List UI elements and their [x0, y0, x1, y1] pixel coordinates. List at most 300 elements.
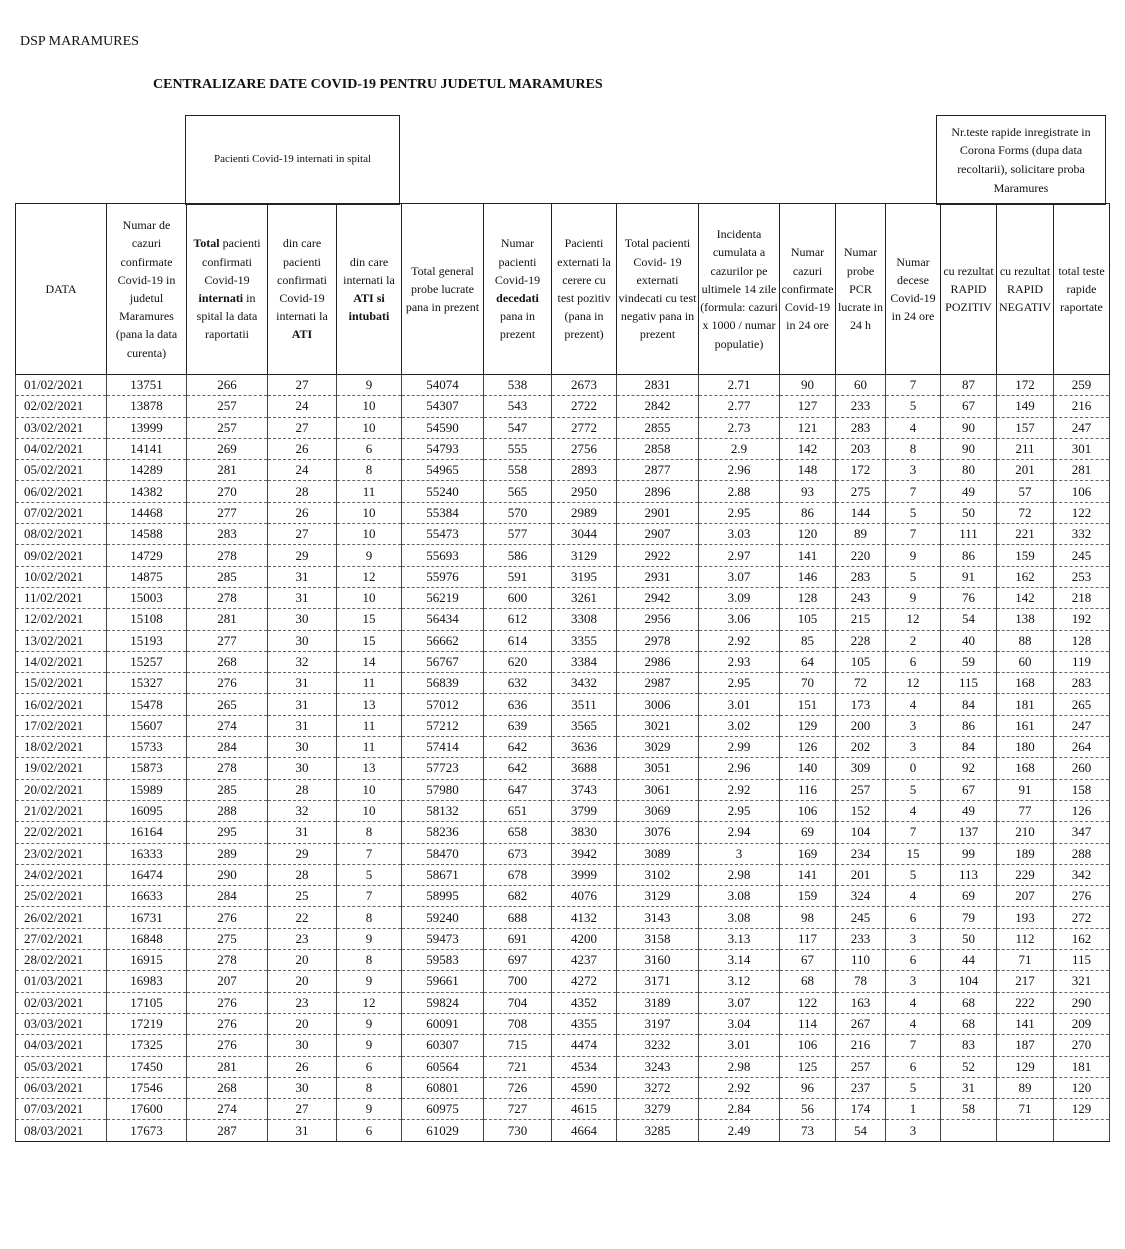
table-cell: 2907: [617, 524, 699, 545]
table-cell: 31: [268, 673, 337, 694]
table-cell: 16915: [107, 950, 187, 971]
table-cell: 3.07: [699, 566, 780, 587]
table-cell: 721: [484, 1056, 552, 1077]
cell-date: 14/02/2021: [16, 651, 107, 672]
table-cell: 8: [337, 1077, 402, 1098]
table-cell: 31: [268, 1120, 337, 1141]
table-cell: 281: [187, 460, 268, 481]
table-cell: 60: [997, 651, 1054, 672]
table-cell: 283: [1054, 673, 1110, 694]
table-cell: 157: [997, 417, 1054, 438]
table-cell: 17450: [107, 1056, 187, 1077]
table-cell: 104: [941, 971, 997, 992]
table-cell: 57980: [402, 779, 484, 800]
table-cell: 3076: [617, 822, 699, 843]
table-row: [16, 673, 1110, 694]
table-cell: 9: [337, 971, 402, 992]
table-cell: 309: [836, 758, 886, 779]
table-cell: 3.12: [699, 971, 780, 992]
table-cell: 96: [780, 1077, 836, 1098]
table-cell: 11: [337, 673, 402, 694]
table-cell: 691: [484, 928, 552, 949]
table-cell: 12: [886, 673, 941, 694]
table-cell: 3: [699, 843, 780, 864]
table-cell: 3.01: [699, 1035, 780, 1056]
table-cell: 31: [268, 566, 337, 587]
table-cell: 79: [941, 907, 997, 928]
table-row: [16, 396, 1110, 417]
table-cell: 257: [836, 1056, 886, 1077]
table-cell: 3384: [552, 651, 617, 672]
table-cell: 2.73: [699, 417, 780, 438]
cell-date: 05/02/2021: [16, 460, 107, 481]
table-cell: 632: [484, 673, 552, 694]
table-cell: 7: [886, 524, 941, 545]
cell-date: 06/03/2021: [16, 1077, 107, 1098]
table-cell: 54074: [402, 375, 484, 396]
table-cell: 73: [780, 1120, 836, 1141]
table-cell: 10: [337, 524, 402, 545]
table-cell: 2978: [617, 630, 699, 651]
table-cell: 2722: [552, 396, 617, 417]
table-cell: 54307: [402, 396, 484, 417]
table-cell: 9: [337, 928, 402, 949]
table-cell: 111: [941, 524, 997, 545]
table-cell: 20: [268, 971, 337, 992]
table-cell: 4615: [552, 1099, 617, 1120]
table-cell: 121: [780, 417, 836, 438]
table-cell: 2.71: [699, 375, 780, 396]
table-cell: 2.84: [699, 1099, 780, 1120]
table-cell: 9: [337, 1013, 402, 1034]
table-cell: 3195: [552, 566, 617, 587]
table-cell: 673: [484, 843, 552, 864]
table-cell: 5: [886, 864, 941, 885]
cell-date: 08/02/2021: [16, 524, 107, 545]
table-cell: [941, 1120, 997, 1141]
table-cell: 129: [997, 1056, 1054, 1077]
table-cell: 260: [1054, 758, 1110, 779]
table-cell: 215: [836, 609, 886, 630]
table-cell: 3089: [617, 843, 699, 864]
table-cell: 172: [836, 460, 886, 481]
table-cell: 86: [780, 502, 836, 523]
table-cell: 2.95: [699, 673, 780, 694]
table-cell: 3.08: [699, 886, 780, 907]
table-cell: 2.92: [699, 1077, 780, 1098]
table-cell: 2893: [552, 460, 617, 481]
table-cell: 543: [484, 396, 552, 417]
table-cell: 12: [886, 609, 941, 630]
table-cell: 8: [886, 438, 941, 459]
table-cell: 14729: [107, 545, 187, 566]
table-cell: 10: [337, 502, 402, 523]
table-cell: 68: [780, 971, 836, 992]
table-cell: 58236: [402, 822, 484, 843]
table-cell: 31: [268, 694, 337, 715]
table-cell: 64: [780, 651, 836, 672]
table-cell: 30: [268, 758, 337, 779]
cell-date: 22/02/2021: [16, 822, 107, 843]
table-cell: 16731: [107, 907, 187, 928]
table-cell: 3.03: [699, 524, 780, 545]
table-cell: 276: [187, 907, 268, 928]
table-cell: 4534: [552, 1056, 617, 1077]
table-cell: 55693: [402, 545, 484, 566]
table-cell: 141: [997, 1013, 1054, 1034]
table-cell: 218: [1054, 587, 1110, 608]
table-cell: 168: [997, 673, 1054, 694]
table-cell: 60564: [402, 1056, 484, 1077]
table-cell: 71: [997, 950, 1054, 971]
table-cell: 285: [187, 779, 268, 800]
table-cell: 15003: [107, 587, 187, 608]
table-cell: 10: [337, 417, 402, 438]
table-cell: 141: [780, 545, 836, 566]
table-cell: 700: [484, 971, 552, 992]
table-cell: 3243: [617, 1056, 699, 1077]
table-cell: 122: [780, 992, 836, 1013]
table-cell: 228: [836, 630, 886, 651]
table-cell: 56662: [402, 630, 484, 651]
table-cell: 30: [268, 630, 337, 651]
table-row: [16, 524, 1110, 545]
table-cell: 715: [484, 1035, 552, 1056]
table-cell: 60091: [402, 1013, 484, 1034]
table-cell: 15: [337, 630, 402, 651]
table-cell: 7: [886, 822, 941, 843]
table-cell: 278: [187, 758, 268, 779]
table-cell: 2922: [617, 545, 699, 566]
table-cell: 30: [268, 609, 337, 630]
table-cell: 87: [941, 375, 997, 396]
table-cell: 49: [941, 800, 997, 821]
table-cell: 3044: [552, 524, 617, 545]
table-cell: 4355: [552, 1013, 617, 1034]
table-row: [16, 950, 1110, 971]
table-cell: 117: [780, 928, 836, 949]
table-cell: 129: [1054, 1099, 1110, 1120]
table-cell: 201: [836, 864, 886, 885]
table-cell: 15607: [107, 715, 187, 736]
table-cell: 60307: [402, 1035, 484, 1056]
cell-date: 21/02/2021: [16, 800, 107, 821]
table-cell: 32: [268, 651, 337, 672]
table-cell: 7: [337, 843, 402, 864]
table-cell: 3: [886, 928, 941, 949]
table-cell: 220: [836, 545, 886, 566]
table-cell: 6: [886, 907, 941, 928]
table-cell: 210: [997, 822, 1054, 843]
cell-date: 07/02/2021: [16, 502, 107, 523]
table-cell: 2.94: [699, 822, 780, 843]
table-cell: 14141: [107, 438, 187, 459]
table-cell: 3006: [617, 694, 699, 715]
table-cell: 113: [941, 864, 997, 885]
table-cell: 3511: [552, 694, 617, 715]
table-cell: 57: [997, 481, 1054, 502]
table-cell: 89: [836, 524, 886, 545]
table-cell: 3.14: [699, 950, 780, 971]
cell-date: 27/02/2021: [16, 928, 107, 949]
table-cell: 146: [780, 566, 836, 587]
cell-date: 01/02/2021: [16, 375, 107, 396]
table-cell: 181: [1054, 1056, 1110, 1077]
table-cell: 3355: [552, 630, 617, 651]
table-cell: 13751: [107, 375, 187, 396]
table-cell: 2.49: [699, 1120, 780, 1141]
table-cell: 3636: [552, 737, 617, 758]
table-cell: 600: [484, 587, 552, 608]
table-cell: 11: [337, 715, 402, 736]
table-cell: 59583: [402, 950, 484, 971]
table-cell: 3: [886, 715, 941, 736]
table-cell: 104: [836, 822, 886, 843]
table-cell: 13: [337, 694, 402, 715]
table-cell: 2956: [617, 609, 699, 630]
table-cell: 3069: [617, 800, 699, 821]
table-cell: 217: [997, 971, 1054, 992]
table-cell: 586: [484, 545, 552, 566]
table-cell: 24: [268, 460, 337, 481]
table-cell: 538: [484, 375, 552, 396]
table-cell: 8: [337, 460, 402, 481]
table-cell: 3: [886, 1120, 941, 1141]
table-cell: 115: [1054, 950, 1110, 971]
table-cell: 144: [836, 502, 886, 523]
table-cell: 5: [886, 566, 941, 587]
table-cell: 3.02: [699, 715, 780, 736]
table-cell: 91: [997, 779, 1054, 800]
table-cell: 287: [187, 1120, 268, 1141]
table-cell: 202: [836, 737, 886, 758]
table-cell: 56: [780, 1099, 836, 1120]
table-cell: 4: [886, 694, 941, 715]
table-cell: 7: [886, 1035, 941, 1056]
table-cell: 60975: [402, 1099, 484, 1120]
table-cell: 3232: [617, 1035, 699, 1056]
table-row: [16, 928, 1110, 949]
table-row: [16, 800, 1110, 821]
table-cell: 3.04: [699, 1013, 780, 1034]
table-cell: 221: [997, 524, 1054, 545]
table-cell: 620: [484, 651, 552, 672]
table-cell: 2.95: [699, 502, 780, 523]
table-cell: 17219: [107, 1013, 187, 1034]
table-cell: 115: [941, 673, 997, 694]
table-row: [16, 907, 1110, 928]
cell-date: 02/02/2021: [16, 396, 107, 417]
table-cell: 120: [780, 524, 836, 545]
table-cell: 2855: [617, 417, 699, 438]
table-cell: 55384: [402, 502, 484, 523]
table-cell: 2942: [617, 587, 699, 608]
table-cell: 106: [780, 800, 836, 821]
cell-date: 01/03/2021: [16, 971, 107, 992]
table-cell: 285: [187, 566, 268, 587]
table-cell: 54: [941, 609, 997, 630]
table-cell: 15: [337, 609, 402, 630]
table-cell: 106: [780, 1035, 836, 1056]
table-cell: 288: [187, 800, 268, 821]
table-cell: 4590: [552, 1077, 617, 1098]
table-cell: 8: [337, 907, 402, 928]
table-cell: 3285: [617, 1120, 699, 1141]
cell-date: 05/03/2021: [16, 1056, 107, 1077]
table-cell: 3308: [552, 609, 617, 630]
table-row: [16, 651, 1110, 672]
cell-date: 20/02/2021: [16, 779, 107, 800]
table-cell: 278: [187, 950, 268, 971]
table-cell: 26: [268, 1056, 337, 1077]
table-cell: 591: [484, 566, 552, 587]
table-cell: 678: [484, 864, 552, 885]
table-cell: 321: [1054, 971, 1110, 992]
table-cell: 2842: [617, 396, 699, 417]
table-cell: 2.95: [699, 800, 780, 821]
table-cell: 78: [836, 971, 886, 992]
table-cell: 3279: [617, 1099, 699, 1120]
table-cell: 14: [337, 651, 402, 672]
table-cell: 60801: [402, 1077, 484, 1098]
table-cell: 3143: [617, 907, 699, 928]
col-header-discharged-positive: Pacienti externati la cerere cu test pozitiv (pana in prezent): [552, 204, 617, 375]
table-cell: 265: [1054, 694, 1110, 715]
table-cell: 122: [1054, 502, 1110, 523]
cell-date: 18/02/2021: [16, 737, 107, 758]
table-cell: 20: [268, 1013, 337, 1034]
table-cell: 28: [268, 481, 337, 502]
table-row: [16, 609, 1110, 630]
table-cell: 253: [1054, 566, 1110, 587]
table-row: [16, 630, 1110, 651]
table-cell: 128: [780, 587, 836, 608]
table-cell: 32: [268, 800, 337, 821]
table-cell: 14289: [107, 460, 187, 481]
table-cell: 9: [337, 1035, 402, 1056]
table-cell: 270: [1054, 1035, 1110, 1056]
table-cell: 6: [886, 1056, 941, 1077]
table-cell: 116: [780, 779, 836, 800]
table-cell: 58470: [402, 843, 484, 864]
table-cell: 15873: [107, 758, 187, 779]
table-cell: 2772: [552, 417, 617, 438]
table-cell: 233: [836, 928, 886, 949]
table-cell: 3.13: [699, 928, 780, 949]
table-cell: 67: [780, 950, 836, 971]
table-cell: 3197: [617, 1013, 699, 1034]
table-cell: 3189: [617, 992, 699, 1013]
table-cell: 84: [941, 694, 997, 715]
table-cell: 3565: [552, 715, 617, 736]
table-cell: 91: [941, 566, 997, 587]
table-cell: 216: [1054, 396, 1110, 417]
table-cell: 247: [1054, 715, 1110, 736]
table-cell: 17600: [107, 1099, 187, 1120]
table-cell: 233: [836, 396, 886, 417]
table-cell: 31: [268, 822, 337, 843]
table-cell: 31: [268, 587, 337, 608]
table-cell: 688: [484, 907, 552, 928]
table-cell: 56839: [402, 673, 484, 694]
table-cell: 4352: [552, 992, 617, 1013]
table-cell: 281: [1054, 460, 1110, 481]
table-cell: 57414: [402, 737, 484, 758]
table-cell: 189: [997, 843, 1054, 864]
col-header-incidence: Incidenta cumulata a cazurilor pe ultimele 14 zile (formula: cazuri x 1000 / numar populatie): [699, 204, 780, 375]
table-cell: 98: [780, 907, 836, 928]
col-header-intubated: din care internati la ATI si intubati: [337, 204, 402, 375]
table-row: [16, 715, 1110, 736]
table-cell: 27: [268, 417, 337, 438]
table-cell: 2: [886, 630, 941, 651]
table-cell: 2.93: [699, 651, 780, 672]
table-cell: 4: [886, 800, 941, 821]
table-row: [16, 1056, 1110, 1077]
table-cell: 642: [484, 758, 552, 779]
table-cell: 55473: [402, 524, 484, 545]
table-cell: 2931: [617, 566, 699, 587]
table-row: [16, 992, 1110, 1013]
table-cell: 180: [997, 737, 1054, 758]
table-cell: 15327: [107, 673, 187, 694]
table-cell: 281: [187, 609, 268, 630]
cell-date: 10/02/2021: [16, 566, 107, 587]
table-cell: 7: [337, 886, 402, 907]
table-cell: 577: [484, 524, 552, 545]
table-cell: 92: [941, 758, 997, 779]
table-cell: 3102: [617, 864, 699, 885]
table-cell: 55240: [402, 481, 484, 502]
table-header-row: [16, 204, 1110, 375]
table-cell: 283: [187, 524, 268, 545]
table-cell: 636: [484, 694, 552, 715]
cell-date: 23/02/2021: [16, 843, 107, 864]
table-cell: 57723: [402, 758, 484, 779]
table-cell: 730: [484, 1120, 552, 1141]
table-cell: [1054, 1120, 1110, 1141]
table-row: [16, 694, 1110, 715]
table-cell: 126: [1054, 800, 1110, 821]
table-cell: 13878: [107, 396, 187, 417]
table-cell: 270: [187, 481, 268, 502]
table-cell: 4237: [552, 950, 617, 971]
table-cell: 142: [780, 438, 836, 459]
table-cell: 181: [997, 694, 1054, 715]
table-cell: 54793: [402, 438, 484, 459]
table-cell: 3.08: [699, 907, 780, 928]
table-row: [16, 1077, 1110, 1098]
table-cell: 2.96: [699, 460, 780, 481]
table-cell: 6: [337, 1120, 402, 1141]
cell-date: 06/02/2021: [16, 481, 107, 502]
table-cell: 106: [1054, 481, 1110, 502]
table-row: [16, 864, 1110, 885]
table-cell: 152: [836, 800, 886, 821]
table-cell: 3129: [617, 886, 699, 907]
table-cell: 243: [836, 587, 886, 608]
table-cell: 58132: [402, 800, 484, 821]
table-cell: 70: [780, 673, 836, 694]
cell-date: 12/02/2021: [16, 609, 107, 630]
cell-date: 13/02/2021: [16, 630, 107, 651]
table-cell: 9: [886, 587, 941, 608]
table-cell: 301: [1054, 438, 1110, 459]
cell-date: 28/02/2021: [16, 950, 107, 971]
table-cell: 9: [886, 545, 941, 566]
table-cell: 172: [997, 375, 1054, 396]
table-cell: 85: [780, 630, 836, 651]
